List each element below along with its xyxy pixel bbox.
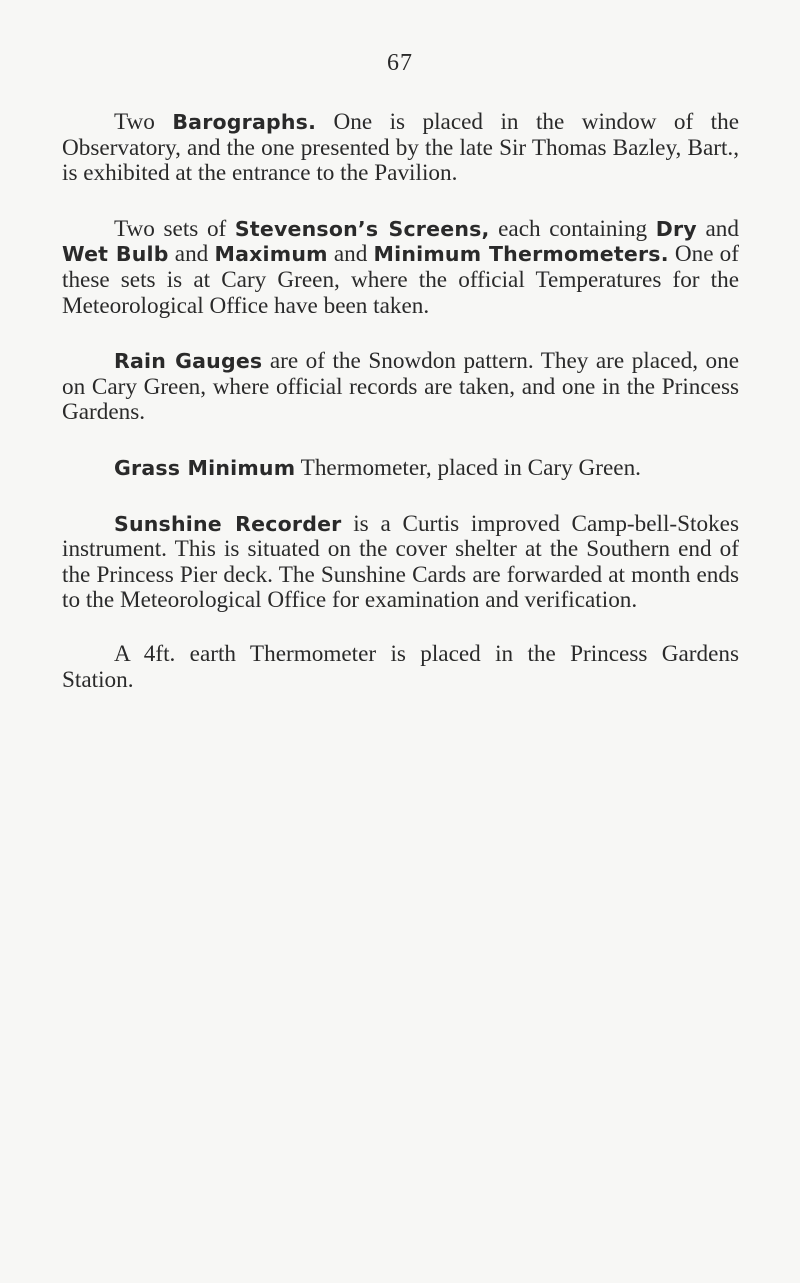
paragraph-text: One of these sets is at Cary Green, where the official Temperatures for the Meteorological Office have been taken.: [62, 241, 740, 319]
paragraph-text: One is placed in the window of the Observatory, and the one presented by the late Sir Thomas Bazley, Bart., is exhibited at the entrance to the Pavilion.: [62, 109, 739, 187]
paragraph-text: is a Curtis improved Camp-bell-Stokes instrument. This is situated on the cover shelter at the Southern end of the Princess Pier deck. The Sunshine Cards are forwarded at month ends to the Meteorological Office for examination and verification.: [62, 510, 739, 614]
paragraph-earth-thermometer: [62, 642, 739, 693]
paragraph-text: and: [696, 215, 739, 242]
bold-term: Dry: [655, 216, 697, 241]
bold-term: Rain Gauges: [114, 349, 263, 374]
bold-term: Grass Minimum: [114, 455, 296, 480]
bold-term: Wet Bulb: [62, 242, 169, 267]
bold-term: Sunshine Recorder: [114, 511, 342, 536]
bold-term: Stevenson’s Screens,: [234, 216, 490, 241]
paragraph-text: and: [327, 241, 374, 268]
paragraph-barographs: [62, 110, 739, 187]
bold-term: Minimum Thermometers.: [373, 242, 669, 267]
page-number: 67: [387, 50, 413, 76]
paragraph-grass-minimum: [62, 456, 739, 482]
paragraph-text: are of the Snowdon pattern. They are placed, one on Cary Green, where official records are taken, and one in the Princess Gardens.: [62, 348, 739, 426]
paragraph-rain-gauges: [62, 349, 739, 426]
bold-term: Barographs.: [172, 110, 317, 134]
paragraph-text: Two sets of: [114, 215, 235, 242]
paragraph-text: and: [168, 241, 215, 268]
paragraph-stevensons-screens: [62, 217, 739, 319]
paragraph-text: Thermometer, placed in Cary Green.: [295, 454, 641, 481]
paragraph-text: Two: [114, 109, 173, 135]
paragraph-sunshine-recorder: [62, 512, 739, 614]
page-body: [62, 110, 739, 723]
paragraph-text: each containing: [489, 215, 656, 242]
paragraph-text: A 4ft. earth Thermometer is placed in the Princess Gardens Station.: [62, 640, 739, 693]
bold-term: Maximum: [214, 242, 328, 267]
